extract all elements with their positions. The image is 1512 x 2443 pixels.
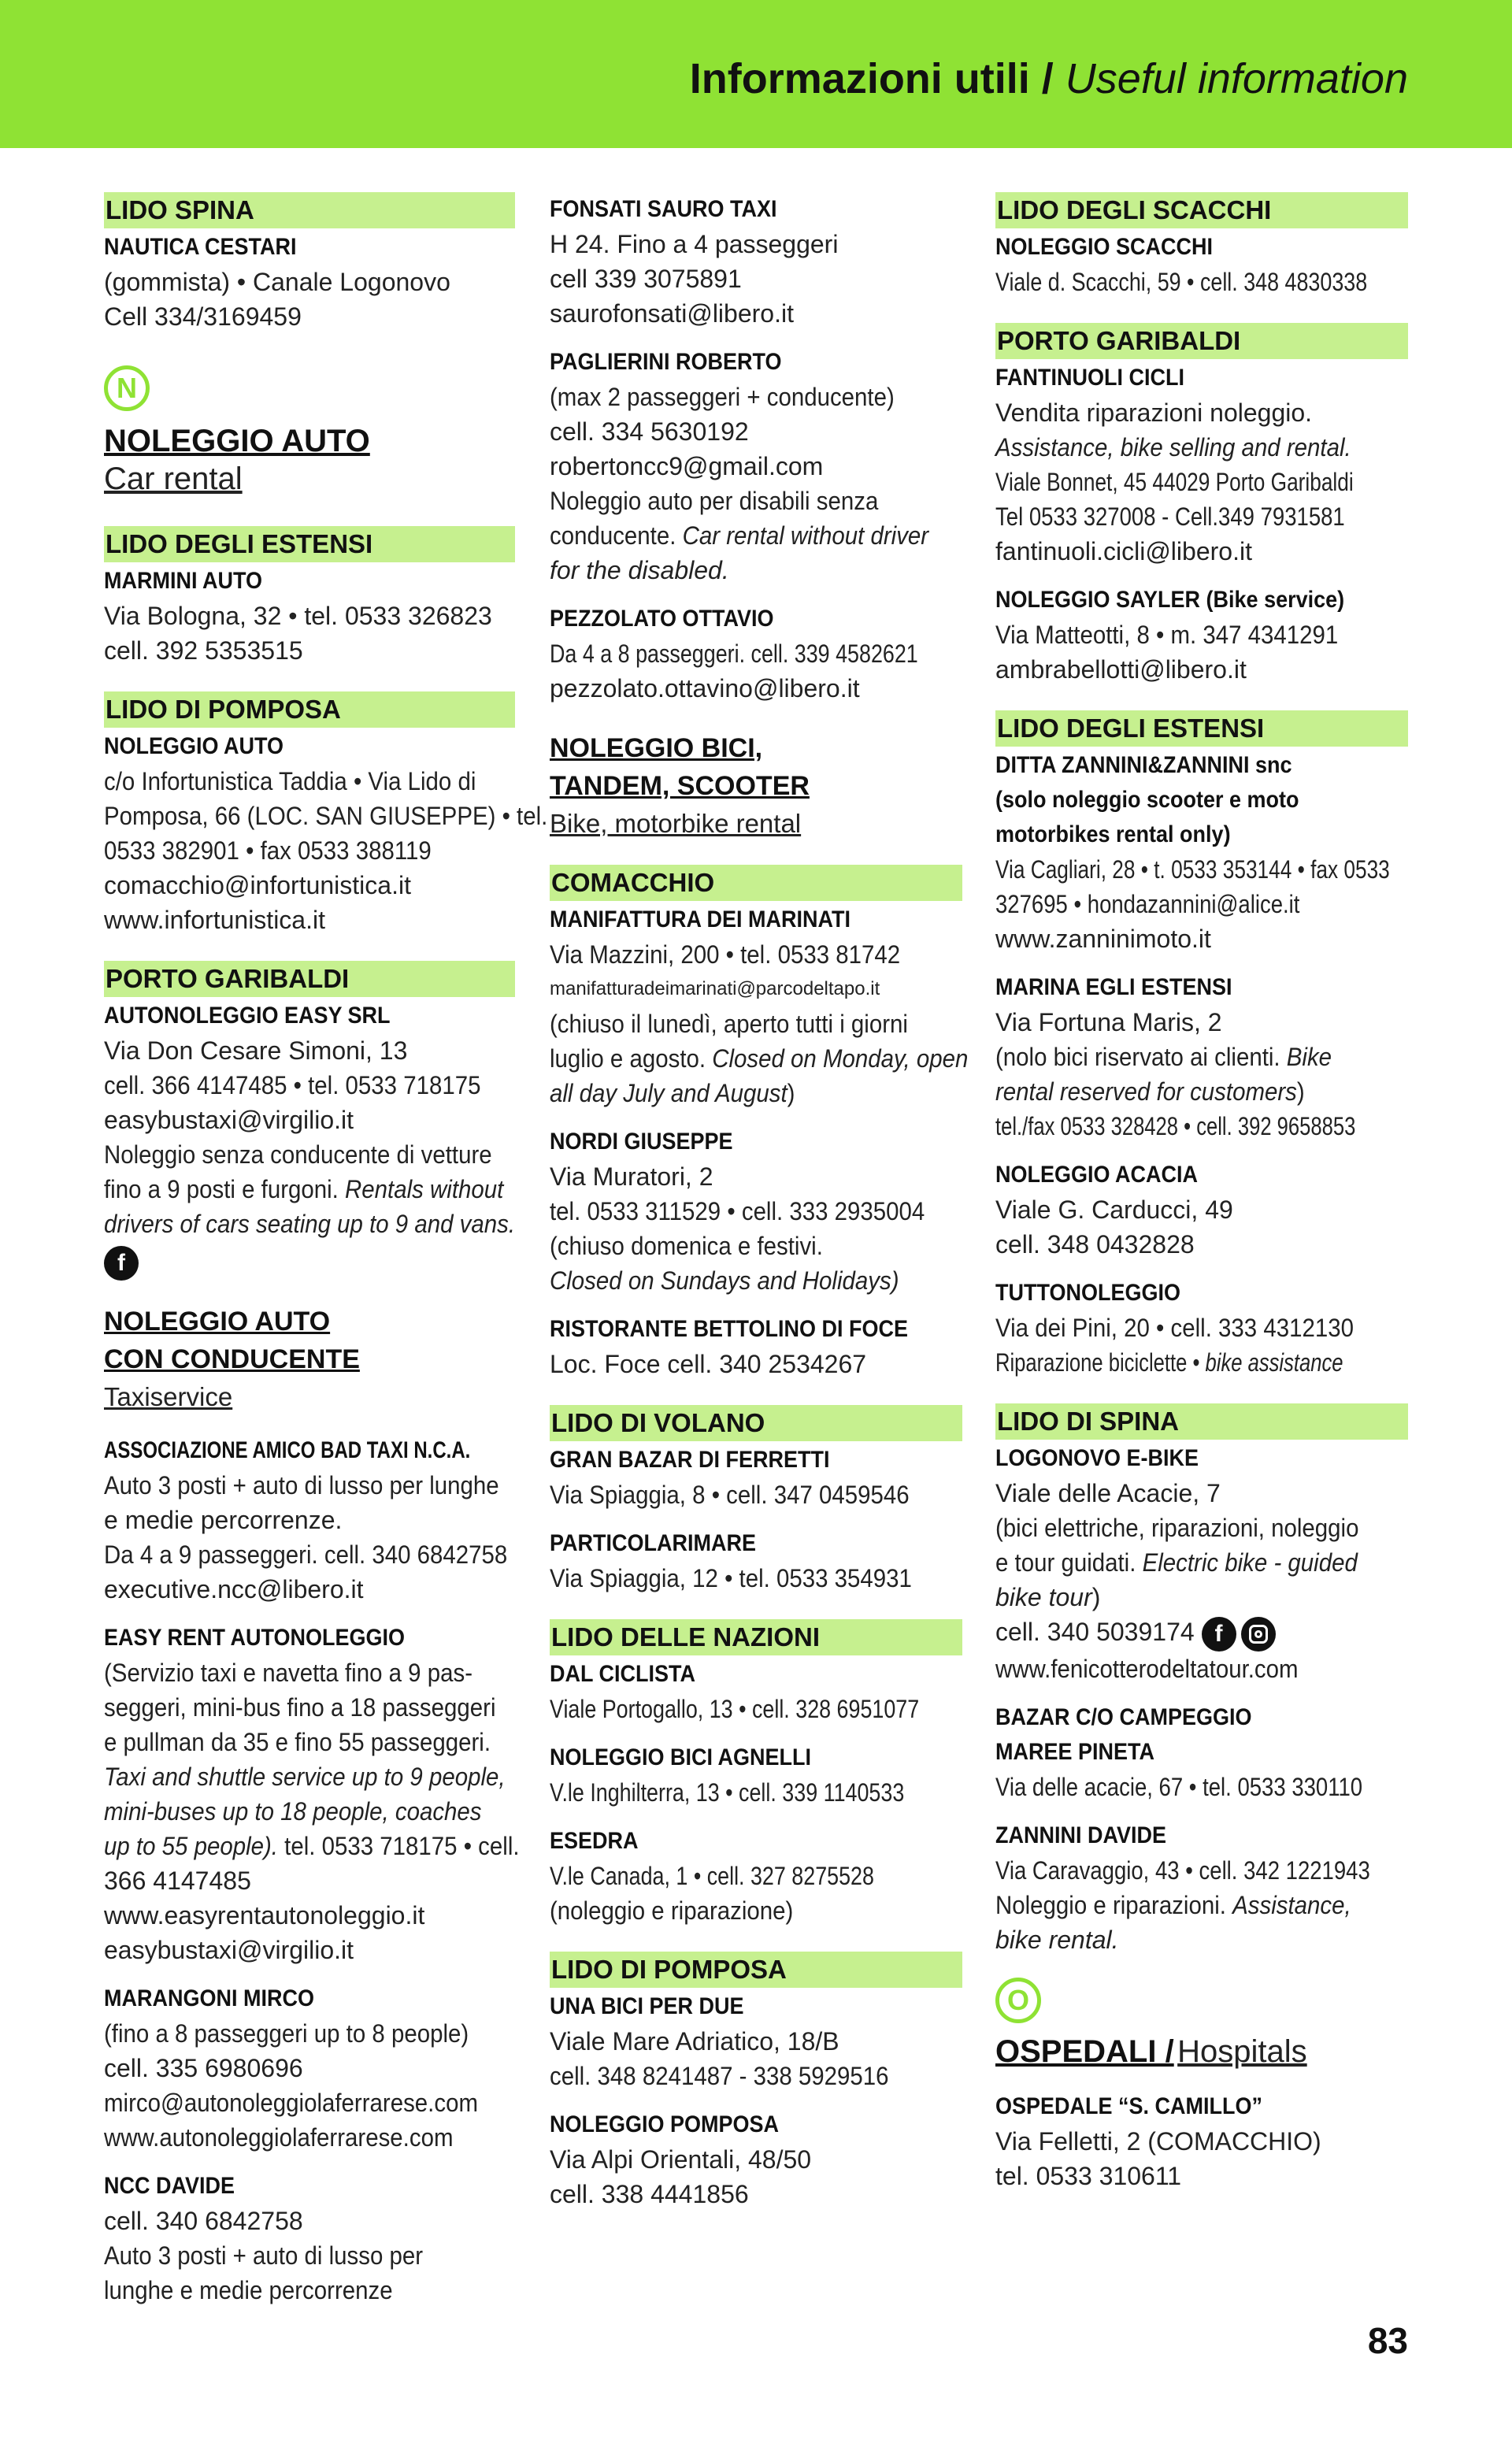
entry-ospedale-camillo: OSPEDALE “S. CAMILLO” Via Felletti, 2 (COMACCHIO) tel. 0533 310611 [995, 2093, 1321, 2190]
entry-autonoleggio-easy: AUTONOLEGGIO EASY SRL Via Don Cesare Simoni, 13 cell. 366 4147485 • tel. 0533 718175 easybustaxi@virgilio.it Noleggio senza conducente di vetture fino a 9 posti e furgoni. Rentals without drivers of cars seating up to 9 and vans. f [104, 999, 515, 1281]
category-hospitals: OSPEDALI / Hospitals [995, 2033, 1307, 2069]
email-link[interactable]: robertoncc9@gmail.com [550, 452, 824, 480]
letter-n-icon: N [104, 365, 150, 411]
website-link[interactable]: www.autonoleggiolaferrarese.com [104, 2123, 454, 2152]
website-link[interactable]: www.zanninimoto.it [995, 925, 1211, 953]
email-link[interactable]: pezzolato.ottavino@libero.it [550, 674, 860, 703]
website-link[interactable]: www.infortunistica.it [104, 906, 325, 934]
entry-esedra: ESEDRA V.le Canada, 1 • cell. 327 8275528 (noleggio e riparazione) [550, 1828, 874, 1925]
section-porto-garibaldi-bike: PORTO GARIBALDI [995, 323, 1408, 359]
instagram-icon[interactable] [1241, 1617, 1276, 1652]
entry-gran-bazar: GRAN BAZAR DI FERRETTI Via Spiaggia, 8 • cell. 347 0459546 [550, 1447, 910, 1509]
entry-nautica-cestari: NAUTICA CESTARI (gommista) • Canale Logonovo Cell 334/3169459 [104, 234, 450, 331]
page-title: Informazioni utili / Useful information [689, 55, 1408, 102]
email-link[interactable]: executive.ncc@libero.it [104, 1575, 364, 1603]
category-car-rental: NOLEGGIO AUTO Car rental [104, 424, 370, 496]
section-lido-degli-estensi-bike: LIDO DEGLI ESTENSI [995, 710, 1408, 747]
column-2 [550, 192, 969, 2211]
entry-noleggio-sayler: NOLEGGIO SAYLER (Bike service) Via Matteotti, 8 • m. 347 4341291 ambrabellotti@libero.it [995, 583, 1408, 687]
entry-amico-bad-taxi: ASSOCIAZIONE AMICO BAD TAXI N.C.A. Auto 3 posti + auto di lusso per lunghe e medie percorrenze. Da 4 a 9 passeggeri. cell. 340 6842758 executive.ncc@libero.it [104, 1433, 515, 1607]
entry-marmini-auto: MARMINI AUTO Via Bologna, 32 • tel. 0533 326823 cell. 392 5353515 [104, 568, 492, 665]
entry-ncc-davide: NCC DAVIDE cell. 340 6842758 Auto 3 posti + auto di lusso per lunghe e medie percorrenze [104, 2173, 424, 2304]
email-link[interactable]: ambrabellotti@libero.it [995, 655, 1247, 684]
section-comacchio: COMACCHIO [550, 865, 962, 901]
section-porto-garibaldi: PORTO GARIBALDI [104, 961, 515, 997]
facebook-icon[interactable]: f [1202, 1617, 1236, 1652]
entry-tuttonoleggio: TUTTONOLEGGIO Via dei Pini, 20 • cell. 333 4312130 Riparazione biciclette • bike assistance [995, 1280, 1354, 1377]
section-lido-di-pomposa-bike: LIDO DI POMPOSA [550, 1952, 962, 1988]
entry-fonsati-sauro: FONSATI SAURO TAXI H 24. Fino a 4 passeggeri cell 339 3075891 saurofonsati@libero.it [550, 192, 962, 331]
entry-zannini-zannini: DITTA ZANNINI&ZANNINI snc (solo noleggio scooter e moto motorbikes rental only) Via Cagliari, 28 • t. 0533 353144 • fax 0533 327695 • hondazannini@alice.it www.zanninimoto.it [995, 748, 1408, 956]
entry-ristorante-bettolino: RISTORANTE BETTOLINO DI FOCE Loc. Foce cell. 340 2534267 [550, 1316, 909, 1378]
letter-o-icon: O [995, 1978, 1041, 2023]
section-lido-di-spina-bike: LIDO DI SPINA [995, 1403, 1408, 1440]
email-link[interactable]: comacchio@infortunistica.it [104, 871, 411, 899]
entry-noleggio-auto-taddia: NOLEGGIO AUTO c/o Infortunistica Taddia • Via Lido di Pomposa, 66 (LOC. SAN GIUSEPPE) • tel. 0533 382901 • fax 0533 388119 comacchio@infortunistica.it www.infortunistica.it [104, 729, 515, 937]
section-lido-degli-estensi: LIDO DEGLI ESTENSI [104, 526, 515, 562]
page-number: 83 [1367, 2320, 1408, 2361]
section-lido-di-volano: LIDO DI VOLANO [550, 1405, 962, 1441]
email-link[interactable]: manifatturadeimarinati@parcodeltapo.it [550, 978, 880, 999]
entry-noleggio-acacia: NOLEGGIO ACACIA Viale G. Carducci, 49 cell. 348 0432828 [995, 1162, 1233, 1259]
entry-noleggio-pomposa: NOLEGGIO POMPOSA Via Alpi Orientali, 48/50 cell. 338 4441856 [550, 2111, 812, 2208]
column-1 [104, 192, 548, 2308]
facebook-icon[interactable]: f [104, 1246, 139, 1281]
column-3 [995, 192, 1408, 2193]
entry-noleggio-bici-agnelli: NOLEGGIO BICI AGNELLI V.le Inghilterra, 13 • cell. 339 1140533 [550, 1744, 905, 1807]
category-bike-rental: NOLEGGIO BICI, TANDEM, SCOOTER Bike, motorbike rental [550, 733, 810, 838]
email-link[interactable]: saurofonsati@libero.it [550, 299, 794, 328]
email-link[interactable]: easybustaxi@virgilio.it [104, 1936, 354, 1964]
header-bar [0, 0, 1512, 148]
website-link[interactable]: www.easyrentautonoleggio.it [104, 1901, 425, 1930]
entry-easy-rent: EASY RENT AUTONOLEGGIO (Servizio taxi e navetta fino a 9 pas- seggeri, mini-bus fino a 18 passeggeri e pullman da 35 e fino 55 passeggeri. Taxi and shuttle service up to 9 people, mini-buses up to 18 people, coaches up to 55 people). tel. 0533 718175 • cell. 366 4147485 www.easyrentautonoleggio.it easybustaxi@virgilio.it [104, 1621, 515, 1967]
entry-fantinuoli-cicli: FANTINUOLI CICLI Vendita riparazioni noleggio. Assistance, bike selling and rental. Viale Bonnet, 45 44029 Porto Garibaldi Tel 0533 327008 - Cell.349 7931581 fantinuoli.cicli@libero.it [995, 361, 1408, 569]
entry-una-bici-per-due: UNA BICI PER DUE Viale Mare Adriatico, 18/B cell. 348 8241487 - 338 5929516 [550, 1993, 889, 2090]
entry-particolarimare: PARTICOLARIMARE Via Spiaggia, 12 • tel. 0533 354931 [550, 1530, 912, 1592]
category-taxi-service: NOLEGGIO AUTO CON CONDUCENTE Taxiservice [104, 1307, 360, 1411]
section-lido-spina: LIDO SPINA [104, 192, 515, 228]
entry-zannini-davide: ZANNINI DAVIDE Via Caravaggio, 43 • cell. 342 1221943 Noleggio e riparazioni. Assistance, bike rental. [995, 1822, 1370, 1954]
entry-paglierini-roberto: PAGLIERINI ROBERTO (max 2 passeggeri + conducente) cell. 334 5630192 robertoncc9@gmail.com Noleggio auto per disabili senza conducente. Car rental without driver for the disabled. [550, 345, 962, 588]
entry-manifattura-marinati: MANIFATTURA DEI MARINATI Via Mazzini, 200 • tel. 0533 81742 manifatturadeimarinati@parcodeltapo.it (chiuso il lunedì, aperto tutti i giorni luglio e agosto. Closed on Monday, open all day July and August) [550, 906, 969, 1107]
section-lido-delle-nazioni: LIDO DELLE NAZIONI [550, 1619, 962, 1655]
section-lido-di-pomposa: LIDO DI POMPOSA [104, 691, 515, 728]
entry-nordi-giuseppe: NORDI GIUSEPPE Via Muratori, 2 tel. 0533 311529 • cell. 333 2935004 (chiuso domenica e festivi. Closed on Sundays and Holidays) [550, 1129, 925, 1295]
email-link[interactable]: easybustaxi@virgilio.it [104, 1106, 354, 1134]
entry-pezzolato-ottavio: PEZZOLATO OTTAVIO Da 4 a 8 passeggeri. cell. 339 4582621 pezzolato.ottavino@libero.it [550, 602, 962, 706]
entry-dal-ciclista: DAL CICLISTA Viale Portogallo, 13 • cell. 328 6951077 [550, 1661, 920, 1723]
email-link[interactable]: mirco@autonoleggiolaferrarese.com [104, 2089, 478, 2117]
entry-noleggio-scacchi: NOLEGGIO SCACCHI Viale d. Scacchi, 59 • cell. 348 4830338 [995, 234, 1368, 296]
email-link[interactable]: fantinuoli.cicli@libero.it [995, 537, 1252, 565]
entry-bazar-campeggio: BAZAR C/O CAMPEGGIO MAREE PINETA Via delle acacie, 67 • tel. 0533 330110 [995, 1703, 1363, 1801]
entry-marina-egli-estensi: MARINA EGLI ESTENSI Via Fortuna Maris, 2 (nolo bici riservato ai clienti. Bike rental reserved for customers) tel./fax 0533 328428 • cell. 392 9658853 [995, 974, 1356, 1140]
section-lido-degli-scacchi: LIDO DEGLI SCACCHI [995, 192, 1408, 228]
website-link[interactable]: www.fenicotterodeltatour.com [995, 1654, 1299, 1683]
entry-marangoni-mirco: MARANGONI MIRCO (fino a 8 passeggeri up to 8 people) cell. 335 6980696 mirco@autonoleggiolaferrarese.com www.autonoleggiolaferrarese.com [104, 1981, 515, 2155]
entry-logonovo-ebike: LOGONOVO E-BIKE Viale delle Acacie, 7 (bici elettriche, riparazioni, noleggio e tour guidati. Electric bike - guided bike tour) cell. 340 5039174 f www.fenicotterodeltatour.com [995, 1441, 1408, 1686]
